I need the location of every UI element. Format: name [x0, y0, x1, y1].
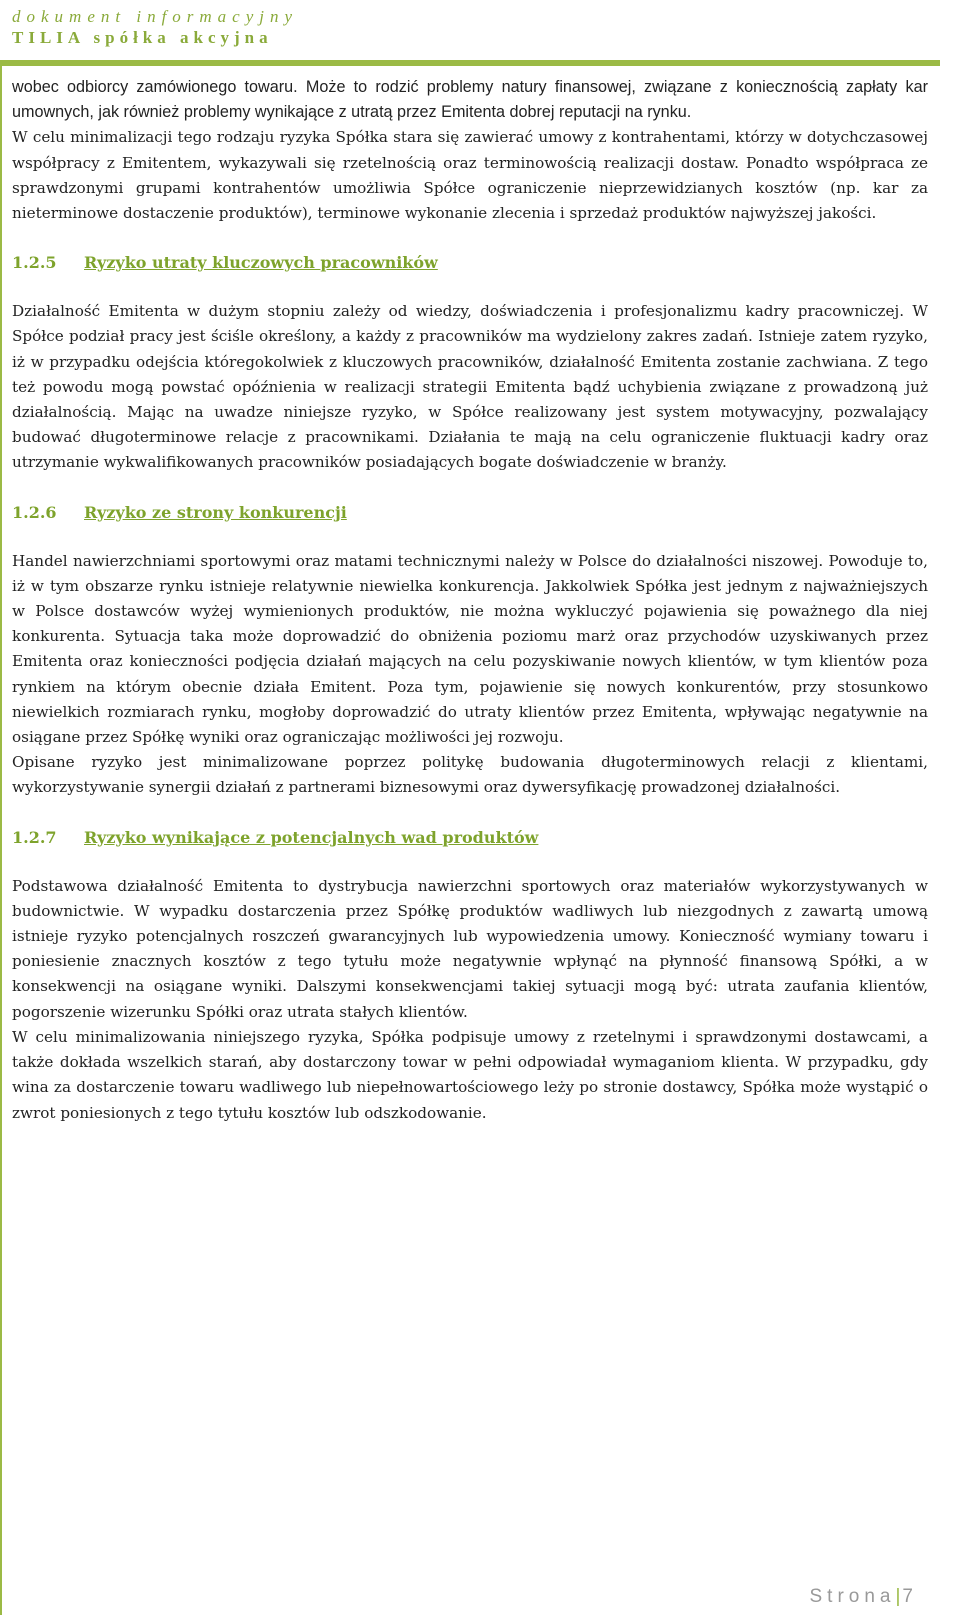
- left-margin-rule: [0, 60, 2, 1615]
- paragraph: wobec odbiorcy zamówionego towaru. Może to rodzić problemy natury finansowej, związane z koniecznością zapłaty kar umownych, jak również problemy wynikające z utratą przez Emitenta dobrej reputacji na rynku.: [12, 78, 928, 122]
- footer-separator: |: [895, 1586, 903, 1607]
- paragraph: Podstawowa działalność Emitenta to dystrybucja nawierzchni sportowych oraz materiałów wykorzystywanych w budownictwie. W wypadku dostarczenia przez Spółkę produktów wadliwych lub niezgodnych z zawartą umową istnieje ryzyko potencjalnych roszczeń gwarancyjnych lub wypowiedzenia umowy. Konieczność wymiany towaru i poniesienie znacznych kosztów z tego tytułu może negatywnie wpłynąć na płynność finansową Spółki, a w konsekwencji na osiągane wyniki. Dalszymi konsekwencjami takiej sytuacji mogą być: utrata zaufania klientów, pogorszenie wizerunku Spółki oraz utrata stałych klientów.: [12, 876, 928, 1021]
- paragraph: W celu minimalizacji tego rodzaju ryzyka Spółka stara się zawierać umowy z kontrahentami, którzy w dotychczasowej współpracy z Emitentem, wykazywali się rzetelnością oraz terminowością realizacji dostaw. Ponadto współpraca ze sprawdzonymi grupami kontrahentów umożliwia Spółce ograniczenie nieprzewidzianych kosztów (np. kar za nieterminowe dostaczenie produktów), terminowe wykonanie zlecenia i sprzedaż produktów najwyższej jakości.: [12, 128, 928, 223]
- page-footer: [810, 1586, 919, 1608]
- section-heading-1-2-5: [12, 250, 928, 275]
- header-rule: [0, 60, 940, 66]
- section-title: Ryzyko ze strony konkurencji: [84, 502, 347, 522]
- section-heading-1-2-6: [12, 500, 928, 525]
- page-content: [12, 75, 928, 1126]
- header-doc-type: dokument informacyjny: [12, 7, 299, 26]
- section-number: 1.2.6: [12, 502, 57, 522]
- paragraph: Opisane ryzyko jest minimalizowane poprzez politykę budowania długoterminowych relacji z klientami, wykorzystywanie synergii działań z partnerami biznesowymi oraz dywersyfikację prowadzonej działalności.: [12, 753, 928, 797]
- section-number: 1.2.7: [12, 827, 57, 847]
- paragraph: Handel nawierzchniami sportowymi oraz matami technicznymi należy w Polsce do działalności niszowej. Powoduje to, iż w tym obszarze rynku istnieje relatywnie niewielka konkurencja. Jakkolwiek Spółka jest jednym z najważniejszych w Polsce dostawców wyżej wymienionych produktów, nie można wykluczyć pojawienia się poważnego dla niej konkurenta. Sytuacja taka może doprowadzić do obniżenia poziomu marż oraz przychodów uzyskiwanych przez Emitenta oraz konieczności podjęcia działań mających na celu pozyskiwanie nowych klientów, w tym klientów poza rynkiem na którym obecnie działa Emitent. Poza tym, pojawienie się nowych konkurentów, przy stosunkowo niewielkich rozmiarach rynku, mogłoby doprowadzić do utraty klientów przez Emitenta, wpływając negatywnie na osiągane przez Spółkę wyniki oraz ograniczając możliwości jej rozwoju.: [12, 551, 928, 747]
- section-number: 1.2.5: [12, 253, 57, 273]
- page-number: 7: [902, 1586, 918, 1607]
- footer-label: Strona: [809, 1586, 896, 1607]
- paragraph: Działalność Emitenta w dużym stopniu zależy od wiedzy, doświadczenia i profesjonalizmu kadry pracowniczej. W Spółce podział pracy jest ściśle określony, a każdy z pracowników ma wydzielony zakres zadań. Istnieje zatem ryzyko, iż w przypadku odejścia któregokolwiek z kluczowych pracowników, działalność Emitenta zostanie zachwiana. Z tego też powodu mogą powstać opóźnienia w realizacji strategii Emitenta bądź uchybienia związane z prowadzoną już działalnością. Mając na uwadze niniejsze ryzyko, w Spółce realizowany jest system motywacyjny, pozwalający budować długoterminowe relacje z pracownikami. Działania te mają na celu ograniczenie fluktuacji kadry oraz utrzymanie wykwalifikowanych pracowników posiadających bogate doświadczenie w branży.: [12, 302, 928, 472]
- paragraph: W celu minimalizowania niniejszego ryzyka, Spółka podpisuje umowy z rzetelnymi i sprawdzonymi dostawcami, a także dokłada wszelkich starań, aby dostarczony towar w pełni odpowiadał wymaganiom klienta. W przypadku, gdy wina za dostarczenie towaru wadliwego lub niepełnowartościowego leży po stronie dostawcy, Spółka może wystąpić o zwrot poniesionych z tego tytułu kosztów lub odszkodowanie.: [12, 1027, 928, 1122]
- section-title: Ryzyko utraty kluczowych pracowników: [84, 253, 438, 273]
- section-title: Ryzyko wynikające z potencjalnych wad produktów: [84, 827, 539, 847]
- header-company: TILIA spółka akcyjna: [12, 28, 273, 47]
- section-heading-1-2-7: [12, 825, 928, 850]
- document-header: [12, 6, 298, 48]
